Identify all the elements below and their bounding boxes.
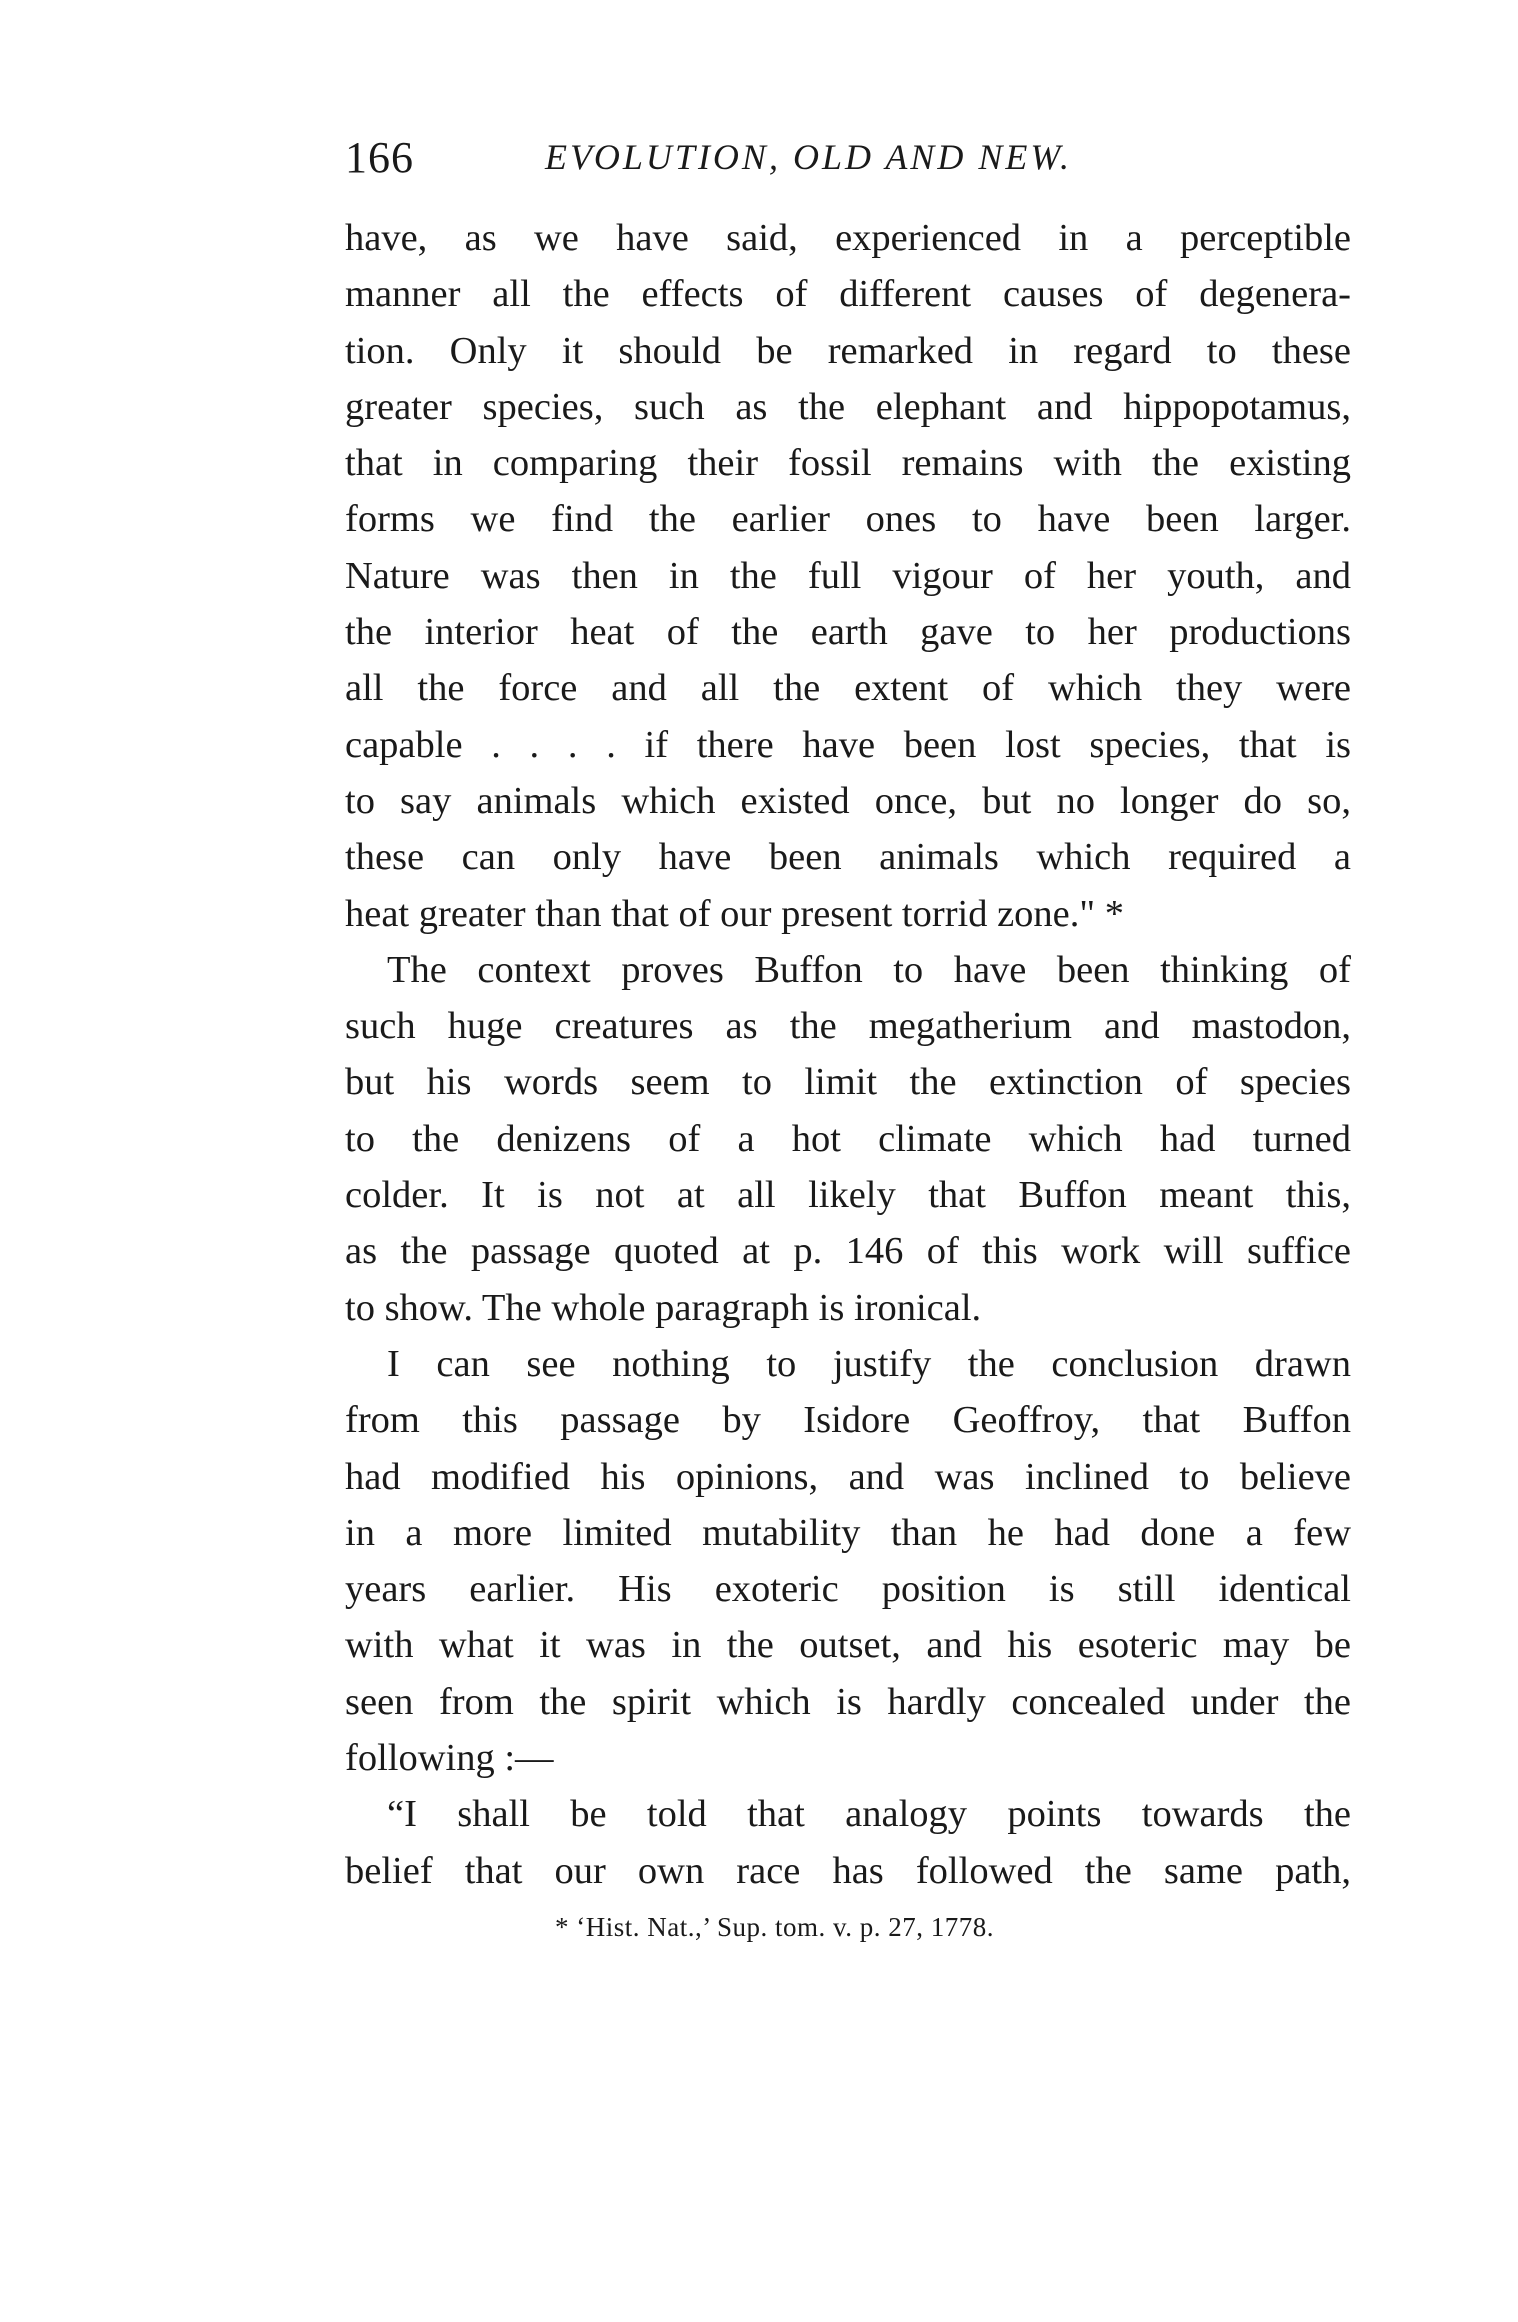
- text-line: such huge creatures as the megatherium and mastodon,: [345, 1005, 1351, 1048]
- text-line: I can see nothing to justify the conclusion drawn: [387, 1342, 1351, 1385]
- text-line: belief that our own race has followed the same path,: [345, 1849, 1351, 1892]
- text-line: greater species, such as the elephant and hippopotamus,: [345, 385, 1351, 428]
- text-line: manner all the effects of different causes of degenera-: [345, 273, 1351, 316]
- text-line: “I shall be told that analogy points towards the: [387, 1793, 1351, 1836]
- text-line: tion. Only it should be remarked in regard to these: [345, 329, 1351, 372]
- text-line: from this passage by Isidore Geoffroy, that Buffon: [345, 1399, 1351, 1442]
- text-line: to show. The whole paragraph is ironical.: [345, 1286, 982, 1329]
- text-line: years earlier. His exoteric position is still identical: [345, 1568, 1351, 1611]
- text-line: that in comparing their fossil remains with the existing: [345, 442, 1351, 485]
- text-line: in a more limited mutability than he had done a few: [345, 1511, 1351, 1554]
- page-number: 166: [345, 133, 414, 182]
- text-line: to the denizens of a hot climate which had turned: [345, 1117, 1351, 1160]
- text-line: the interior heat of the earth gave to her productions: [345, 611, 1351, 654]
- text-line: had modified his opinions, and was inclined to believe: [345, 1455, 1351, 1498]
- text-line: as the passage quoted at p. 146 of this work will suffice: [345, 1230, 1351, 1273]
- text-line: Nature was then in the full vigour of her youth, and: [345, 554, 1351, 597]
- text-line: The context proves Buffon to have been thinking of: [387, 948, 1351, 991]
- text-line: capable . . . . if there have been lost species, that is: [345, 723, 1351, 766]
- text-line: to say animals which existed once, but no longer do so,: [345, 779, 1351, 822]
- text-line: but his words seem to limit the extinction of species: [345, 1061, 1351, 1104]
- text-line: forms we find the earlier ones to have been larger.: [345, 498, 1351, 541]
- text-line: seen from the spirit which is hardly concealed under the: [345, 1680, 1351, 1723]
- text-line: colder. It is not at all likely that Buffon meant this,: [345, 1174, 1351, 1217]
- running-title: EVOLUTION, OLD AND NEW.: [545, 137, 1072, 177]
- text-line: all the force and all the extent of which they were: [345, 667, 1351, 710]
- text-line: with what it was in the outset, and his esoteric may be: [345, 1624, 1351, 1667]
- page-header: [345, 132, 1355, 184]
- text-line: following :—: [345, 1737, 554, 1780]
- footnote: * ‘Hist. Nat.,’ Sup. tom. v. p. 27, 1778.: [555, 1912, 994, 1942]
- text-line: heat greater than that of our present torrid zone." *: [345, 892, 1124, 935]
- text-line: have, as we have said, experienced in a perceptible: [345, 217, 1351, 259]
- body-text: [345, 210, 1351, 1899]
- text-line: these can only have been animals which required a: [345, 836, 1351, 879]
